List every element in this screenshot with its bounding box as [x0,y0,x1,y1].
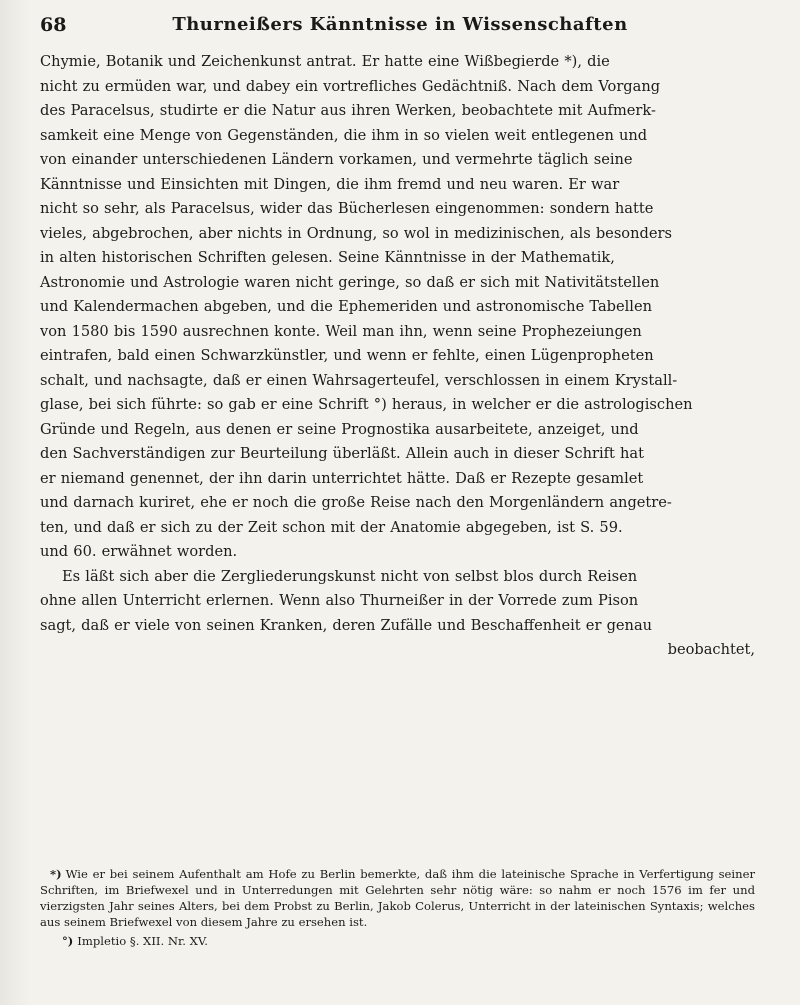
text-line: Gründe und Regeln, aus denen er seine Prognostika ausarbeitete, anzeiget, und [40,420,639,438]
text-line: Känntnisse und Einsichten mit Dingen, die ihm fremd und neu waren. Er war [40,175,620,193]
footnote-text: Impletio §. XII. Nr. XV. [77,934,208,948]
text-line: ten, und daß er sich zu der Zeit schon mit der Anatomie abgegeben, ist S. 59. [40,518,623,536]
footnotes [40,866,755,952]
paragraph-1 [40,50,755,565]
text-line: den Sachverständigen zur Beurteilung überläßt. Allein auch in dieser Schrift hat [40,445,644,462]
text-line: glase, bei sich führte: so gab er eine Schrift °) heraus, in welcher er die astrologischen [40,396,693,413]
text-line: und Kalendermachen abgeben, und die Ephemeriden und astronomische Tabellen [40,298,653,315]
text-line: nicht zu ermüden war, und dabey ein vortrefliches Gedächtniß. Nach dem Vorgang [40,77,661,95]
text-line: in alten historischen Schriften gelesen. Seine Känntnisse in der Mathematik, [40,249,615,266]
paragraph-2 [40,565,755,590]
text-line: des Paracelsus, studirte er die Natur aus ihren Werken, beobachtete mit Aufmerk- [40,102,656,119]
text-line: sagt, daß er viele von seinen Kranken, deren Zufälle und Beschaffenheit er genau [40,616,653,634]
text-line: und 60. erwähnet worden. [40,543,238,560]
footnote-1 [40,866,755,930]
text-line: er niemand genennet, der ihn darin unterrichtet hätte. Daß er Rezepte gesamlet [40,469,644,487]
footnote-mark: °) [62,934,74,948]
page-number: 68 [40,14,67,36]
running-head: Thurneißers Känntnisse in Wissenschaften [172,14,628,35]
text-line: vieles, abgebrochen, aber nichts in Ordnung, so wol in medizinischen, als besonders [40,224,672,242]
page-header [40,14,760,44]
text-line: schalt, und nachsagte, daß er einen Wahrsagerteufel, verschlossen in einem Krystall- [40,371,678,389]
text-line: ohne allen Unterricht erlernen. Wenn also Thurneißer in der Vorrede zum Pison [40,592,639,609]
body-text [40,50,755,663]
text-line: und darnach kuriret, ehe er noch die große Reise nach den Morgenländern angetre- [40,494,672,511]
paragraph-2-continued [40,589,755,663]
footnote-2 [40,933,755,949]
text-line: Chymie, Botanik und Zeichenkunst antrat. Er hatte eine Wißbegierde *), die [40,53,610,70]
catchword: beobachtet, [667,641,755,658]
text-line: von einander unterschiedenen Ländern vorkamen, und vermehrte täglich seine [40,151,633,168]
text-line: nicht so sehr, als Paracelsus, wider das Bücherlesen eingenommen: sondern hatte [40,200,654,217]
text-line: Astronomie und Astrologie waren nicht geringe, so daß er sich mit Nativitätstellen [40,273,660,291]
footnote-text: Wie er bei seinem Aufenthalt am Hofe zu Berlin bemerkte, daß ihm die lateinische Sprache in Verfertigung seiner Schriften, im Briefwexel und in Unterredungen mit Gelehrten sehr nötig wäre: so nahm er noch 1576 im fer und vierzigsten Jahr seines Alters, bei dem Probst zu Berlin, Jakob Colerus, Unterricht in der lateinischen Syntaxis; welches aus seinem Briefwexel von diesem Jahre zu ersehen ist. [40,867,755,929]
text-line: von 1580 bis 1590 ausrechnen konte. Weil man ihn, wenn seine Prophezeiungen [40,322,642,340]
text-line: samkeit eine Menge von Gegenständen, die ihm in so vielen weit entlegenen und [40,126,648,144]
text-line: Es läßt sich aber die Zergliederungskunst nicht von selbst blos durch Reisen [62,567,638,585]
text-line: eintrafen, bald einen Schwarzkünstler, und wenn er fehlte, einen Lügenpropheten [40,347,654,364]
footnote-mark: *) [50,867,62,881]
